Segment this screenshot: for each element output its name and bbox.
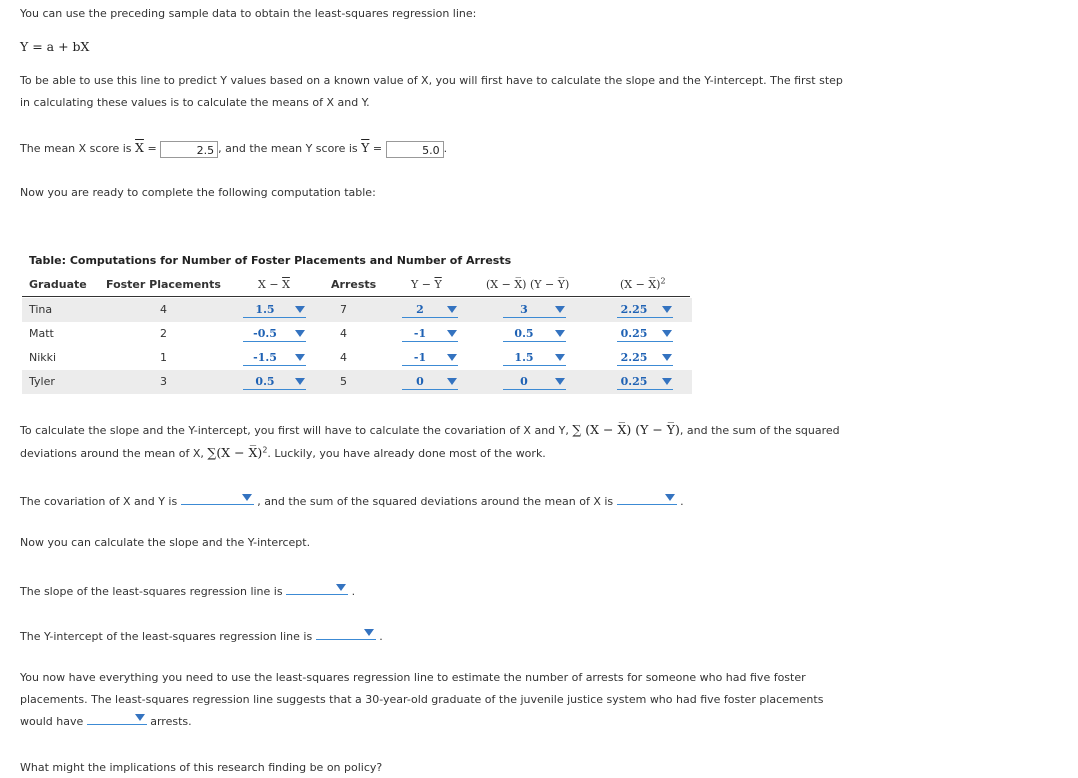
x-deviation-dropdown[interactable]: 0.5 — [243, 374, 306, 390]
squared-dropdown[interactable]: 2.25 — [617, 350, 673, 366]
paragraph-means: To be able to use this line to predict Y values based on a known value of X, you will first have to calculate the slope and the Y-intercept. The first step in calculating these values is to calculate the means of X and Y. — [20, 74, 843, 109]
header-foster: Foster Placements — [106, 278, 221, 291]
table-row: Matt 2 -0.5 4 -1 0.5 0.25 — [22, 322, 692, 346]
chevron-down-icon — [662, 354, 672, 361]
chevron-down-icon — [665, 494, 675, 501]
intercept-dropdown[interactable] — [316, 626, 376, 640]
chevron-down-icon — [242, 494, 252, 501]
header-y-deviation: $Y - \overline{Y}$ — [411, 278, 442, 291]
table-caption: Table: Computations for Number of Foster Placements and Number of Arrests — [29, 254, 512, 267]
intro-text: You can use the preceding sample data to obtain the least-squares regression line: — [20, 7, 477, 20]
product-dropdown[interactable]: 1.5 — [503, 350, 566, 366]
mean-x-input[interactable]: 2.5 — [160, 141, 218, 158]
chevron-down-icon — [447, 378, 457, 385]
chevron-down-icon — [662, 306, 672, 313]
squared-dropdown[interactable]: 2.25 — [617, 302, 673, 318]
chevron-down-icon — [662, 378, 672, 385]
policy-question: What might the implications of this research finding be on policy? — [20, 761, 383, 774]
intercept-line: The Y-intercept of the least-squares regression line is . — [20, 626, 383, 643]
chevron-down-icon — [295, 306, 305, 313]
squared-dropdown[interactable]: 0.25 — [617, 326, 673, 342]
x-deviation-dropdown[interactable]: -1.5 — [243, 350, 306, 366]
product-dropdown[interactable]: 3 — [503, 302, 566, 318]
arrests-estimate-dropdown[interactable] — [87, 711, 147, 725]
x-deviation-dropdown[interactable]: -0.5 — [243, 326, 306, 342]
slope-line: The slope of the least-squares regression line is . — [20, 581, 355, 598]
header-x-deviation: $X - \overline{X}$ — [258, 278, 290, 291]
covariation-line: The covariation of X and Y is , and the sum of the squared deviations around the mean of X is . — [20, 491, 684, 508]
squared-dropdown[interactable]: 0.25 — [617, 374, 673, 390]
header-product: (X − X̅) (Y − Y̅) — [486, 278, 570, 291]
calc-text: Now you can calculate the slope and the Y-intercept. — [20, 536, 311, 549]
product-dropdown[interactable]: 0 — [503, 374, 566, 390]
slope-dropdown[interactable] — [286, 581, 348, 595]
chevron-down-icon — [555, 330, 565, 337]
paragraph-covariation-line2: deviations around the mean of X, ∑(X − X̅)$^2$. Luckily, you have already done most of the work. — [20, 445, 546, 460]
sigma-squared-formula: ∑(X − X̅) — [207, 445, 263, 460]
sigma-product-formula: ∑ (X − X̅) (Y − Y̅) — [572, 422, 680, 437]
table-header — [22, 274, 690, 297]
mean-y-input[interactable]: 5.0 — [386, 141, 444, 158]
header-graduate: Graduate — [29, 278, 87, 291]
paragraph-estimate: You now have everything you need to use the least-squares regression line to estimate the number of arrests for someone who had five foster placements. The least-squares regression line suggests that a 30-year-old graduate of the juvenile justice system who had five foster placements would have arrests. — [20, 671, 824, 728]
y-deviation-dropdown[interactable]: -1 — [402, 326, 458, 342]
covariation-dropdown[interactable] — [181, 491, 254, 505]
product-dropdown[interactable]: 0.5 — [503, 326, 566, 342]
paragraph-covariation-line1: To calculate the slope and the Y-intercept, you first will have to calculate the covariation of X and Y, ∑ (X − X̅) (Y − Y̅), and the sum of the squared — [20, 422, 840, 437]
chevron-down-icon — [447, 354, 457, 361]
chevron-down-icon — [555, 378, 565, 385]
chevron-down-icon — [662, 330, 672, 337]
chevron-down-icon — [295, 330, 305, 337]
table-row: Tina 4 1.5 7 2 3 2.25 — [22, 298, 692, 322]
y-deviation-dropdown[interactable]: 0 — [402, 374, 458, 390]
x-deviation-dropdown[interactable]: 1.5 — [243, 302, 306, 318]
chevron-down-icon — [447, 306, 457, 313]
header-arrests: Arrests — [331, 278, 377, 291]
chevron-down-icon — [364, 629, 374, 636]
y-bar-symbol: $\overline{Y}$ — [361, 140, 370, 155]
mean-line: The mean X score is $\overline{X} = 2.5$ , and the mean Y score is $\overline{Y} = 5.0$ . — [20, 140, 448, 157]
chevron-down-icon — [447, 330, 457, 337]
x-bar-symbol: $\overline{X}$ — [135, 140, 144, 155]
chevron-down-icon — [295, 354, 305, 361]
regression-equation: Y = a + bX — [20, 39, 90, 54]
y-deviation-dropdown[interactable]: 2 — [402, 302, 458, 318]
table-row: Tyler 3 0.5 5 0 0 0.25 — [22, 370, 692, 394]
ready-text: Now you are ready to complete the following computation table: — [20, 186, 376, 199]
y-deviation-dropdown[interactable]: -1 — [402, 350, 458, 366]
header-squared: (X − X̅)$^2$ — [620, 276, 666, 291]
sum-squared-deviations-dropdown[interactable] — [617, 491, 677, 505]
chevron-down-icon — [295, 378, 305, 385]
chevron-down-icon — [336, 584, 346, 591]
chevron-down-icon — [135, 714, 145, 721]
table-row: Nikki 1 -1.5 4 -1 1.5 2.25 — [22, 346, 692, 370]
chevron-down-icon — [555, 354, 565, 361]
chevron-down-icon — [555, 306, 565, 313]
